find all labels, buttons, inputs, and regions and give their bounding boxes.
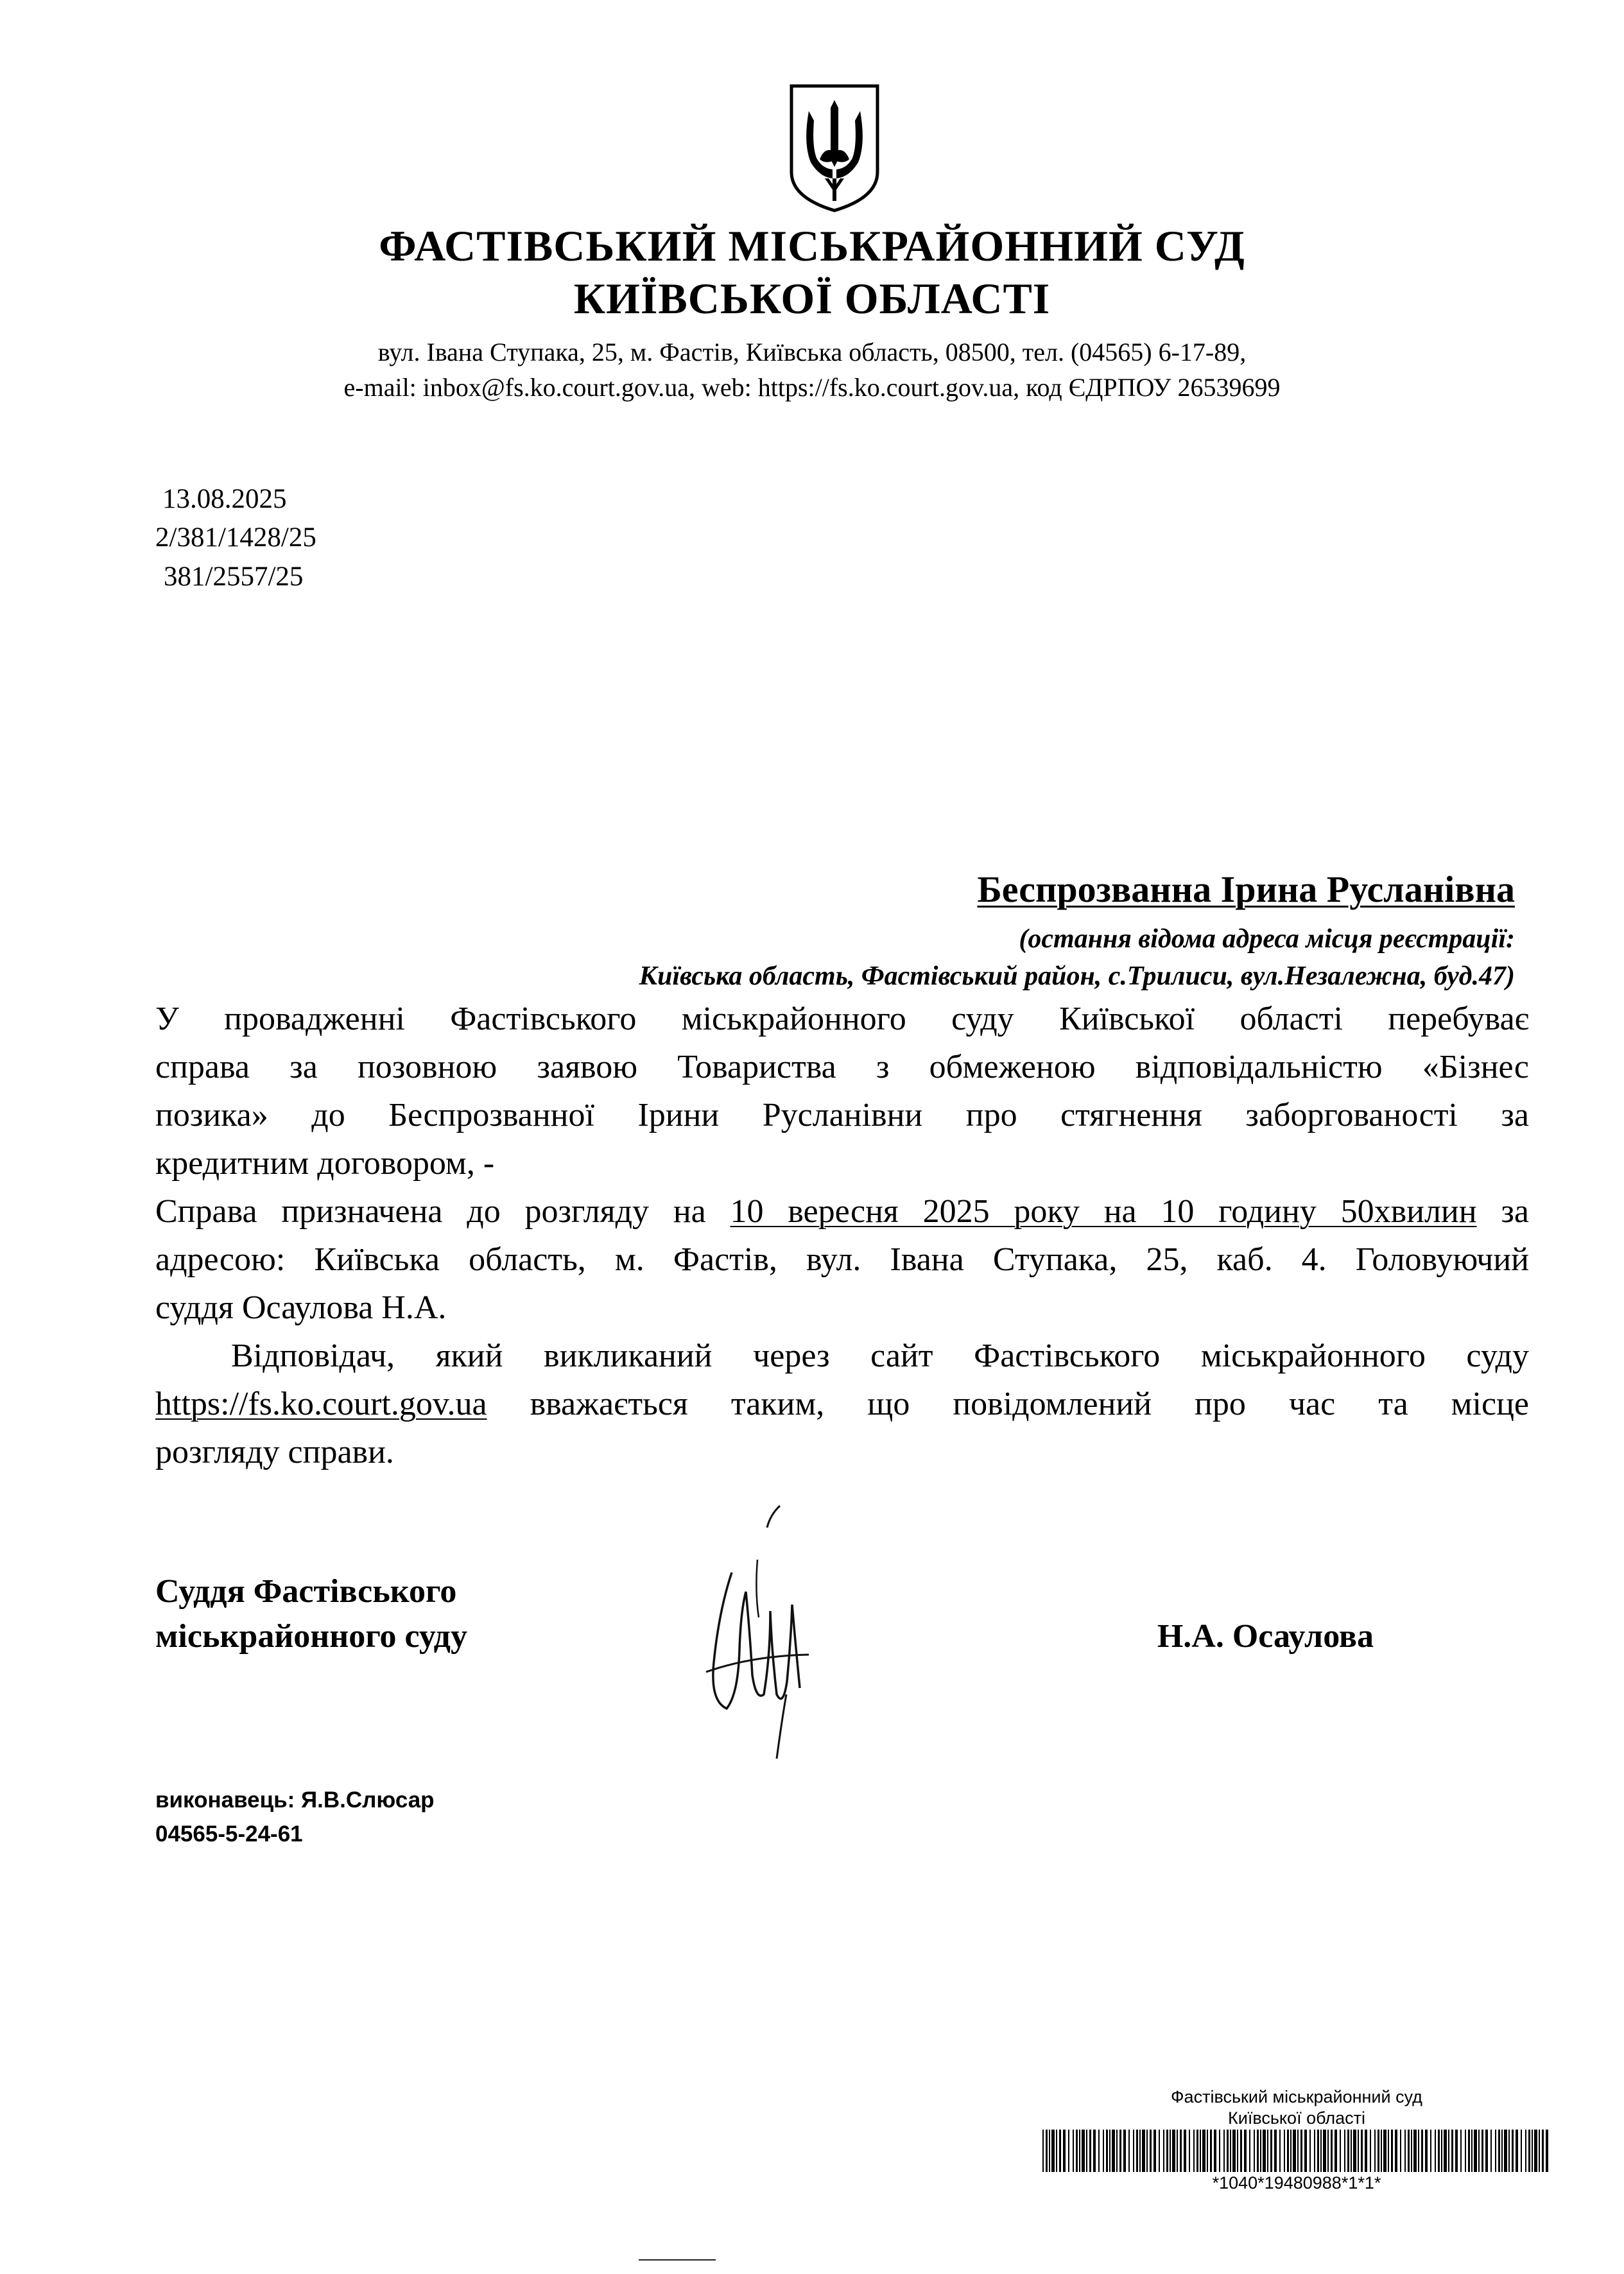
court-website-link[interactable]: https://fs.ko.court.gov.ua <box>155 1386 487 1422</box>
court-contact-line2: e-mail: inbox@fs.ko.court.gov.ua, web: https://fs.ko.court.gov.ua, код ЄДРПОУ 26539699 <box>343 373 1281 402</box>
outgoing-number: 2/381/1428/25 <box>155 522 316 553</box>
case-number: 381/2557/25 <box>164 562 304 592</box>
court-contact-line1: вул. Івана Ступака, 25, м. Фастів, Київська область, 08500, тел. (04565) 6-17-89, <box>377 338 1247 366</box>
paragraph-3-line-2-text: вважається таким, що повідомлений про час та місце <box>487 1386 1529 1422</box>
executor-name: виконавець: Я.В.Слюсар <box>155 1787 435 1813</box>
court-name-line2: КИЇВСЬКОЇ ОБЛАСТІ <box>573 274 1051 323</box>
paragraph-1-line-4: кредитним договором, - <box>155 1145 495 1182</box>
executor-phone: 04565-5-24-61 <box>155 1822 303 1847</box>
paragraph-1-line-1: У провадженні Фастівського міськрайонного суду Київської області перебуває <box>155 1001 1529 1037</box>
letter-date: 13.08.2025 <box>162 484 287 514</box>
paragraph-3-line-2 <box>155 1383 1529 1426</box>
hearing-intro: Справа призначена до розгляду на <box>155 1193 730 1230</box>
paragraph-1-line-3: позика» до Беспрозванної Ірини Русланівни про стягнення заборгованості за <box>155 1097 1529 1133</box>
hearing-intro-end: за <box>1476 1193 1529 1230</box>
paragraph-2-line-1 <box>155 1191 1529 1233</box>
stamp-code: *1040*19480988*1*1* <box>1212 2173 1381 2192</box>
addressee-note-line1: (остання відома адреса місця реєстрації: <box>1019 924 1515 954</box>
footer-divider <box>639 2259 716 2261</box>
stamp-court-name: Фастівський міськрайонний суд <box>1171 2087 1422 2106</box>
judge-title-line2: міськрайонного суду <box>155 1618 467 1655</box>
judge-name: Н.А. Осаулова <box>1157 1618 1374 1655</box>
court-name-line1: ФАСТІВСЬКИЙ МІСЬКРАЙОННИЙ СУД <box>379 221 1245 270</box>
coat-of-arms-icon <box>786 82 883 214</box>
paragraph-1-line-2: справа за позовною заявою Товариства з обмеженою відповідальністю «Бізнес <box>155 1049 1529 1085</box>
document-barcode <box>1040 2130 1553 2172</box>
addressee-note-line2: Київська область, Фастівський район, с.Трилиси, вул.Незалежна, буд.47) <box>639 961 1515 991</box>
stamp-region: Київської області <box>1228 2108 1365 2128</box>
addressee-name: Беспрозванна Ірина Русланівна <box>977 868 1515 910</box>
paragraph-2-line-3: суддя Осаулова Н.А. <box>155 1289 447 1326</box>
hearing-datetime: 10 вересня 2025 року на 10 годину 50хвилин <box>730 1193 1477 1230</box>
judge-title-line1: Суддя Фастівського <box>155 1573 457 1610</box>
paragraph-3-line-3: розгляду справи. <box>155 1434 394 1470</box>
paragraph-2-line-2: адресою: Київська область, м. Фастів, вул. Івана Ступака, 25, каб. 4. Головуючий <box>155 1241 1529 1278</box>
judge-signature <box>674 1502 828 1765</box>
paragraph-3-line-1: Відповідач, який викликаний через сайт Фастівського міськрайонного суду <box>231 1338 1529 1374</box>
